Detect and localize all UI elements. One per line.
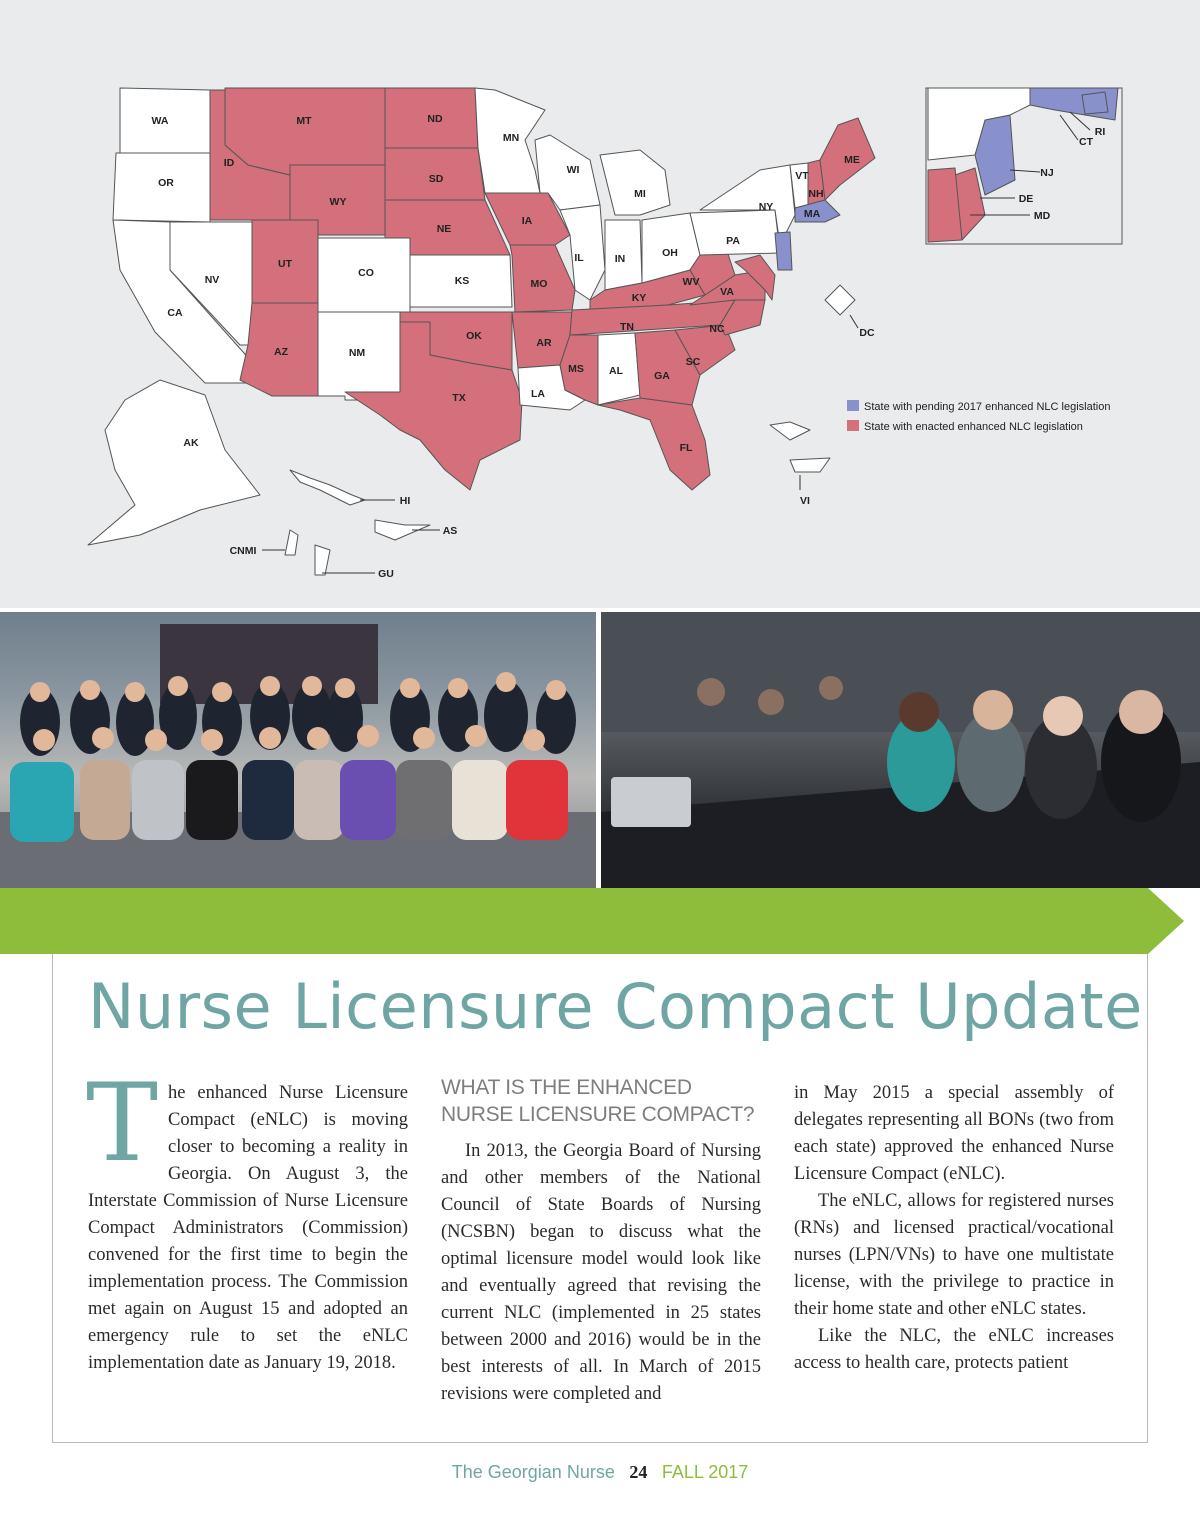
- state-fl: [598, 398, 710, 490]
- label-DC: DC: [859, 327, 875, 339]
- label-MD: MD: [1033, 210, 1051, 222]
- label-MO: MO: [530, 278, 548, 290]
- label-KS: KS: [454, 275, 470, 287]
- state-nj: [775, 232, 792, 270]
- label-OH: OH: [662, 247, 678, 259]
- label-OR: OR: [158, 177, 174, 189]
- label-NC: NC: [709, 323, 725, 335]
- label-VI: VI: [800, 495, 810, 507]
- issue-label: FALL 2017: [661, 1462, 749, 1482]
- article-column-1: [86, 1061, 408, 1377]
- paragraph-approval: in May 2015 a special assembly of delegates representing all BONs (two from each state) approved the enhanced Nurse Licensure Compact (eNLC).: [794, 1083, 1114, 1184]
- label-ND: ND: [427, 113, 443, 125]
- label-CNMI: CNMI: [229, 545, 257, 557]
- legend-pending-label: State with pending 2017 enhanced NLC legislation: [864, 401, 1111, 413]
- label-WY: WY: [329, 196, 347, 208]
- paragraph-multistate: The eNLC, allows for registered nurses (RNs) and licensed practical/vocational nurses (LPN/VNs) to have one multistate license, with the privilege to practice in their home state and other eNLC states.: [794, 1191, 1114, 1319]
- drop-cap: T: [86, 1061, 159, 1186]
- state-dc: [825, 285, 855, 315]
- conference-photo-illustration: [601, 612, 1200, 888]
- page-footer: [0, 1462, 1200, 1483]
- legend-pending-swatch: [847, 400, 859, 411]
- label-NV: NV: [204, 274, 220, 286]
- green-banner: [0, 888, 1200, 954]
- label-WA: WA: [151, 115, 169, 127]
- label-WV: WV: [682, 276, 700, 288]
- state-gu: [315, 545, 330, 575]
- intro-paragraph: he enhanced Nurse Licensure Compact (eNLC) is moving closer to becoming a reality in Georgia. On August 3, the Interstate Commission of Nurse Licensure Compact Administrators (Commission) convened for the first time to begin the implementation process. The Commission met again on August 15 and adopted an emergency rule to set the eNLC implementation date as January 19, 2018.: [88, 1083, 408, 1373]
- label-RI: RI: [1094, 126, 1106, 138]
- magazine-name: The Georgian Nurse: [451, 1462, 615, 1482]
- state-cnmi: [285, 530, 298, 555]
- label-MT: MT: [296, 115, 312, 127]
- label-AL: AL: [609, 365, 623, 377]
- label-OK: OK: [466, 330, 482, 342]
- state-mt: [225, 88, 385, 175]
- state-pa: [690, 210, 780, 255]
- article-title: Nurse Licensure Compact Update: [88, 970, 1143, 1043]
- label-UT: UT: [278, 258, 292, 270]
- label-NY: NY: [758, 201, 774, 213]
- paragraph-access: Like the NLC, the eNLC increases access to health care, protects patient: [794, 1326, 1114, 1373]
- label-IA: IA: [521, 215, 533, 227]
- map-legend: [847, 400, 1110, 433]
- group-photo-illustration: [0, 612, 596, 888]
- label-ID: ID: [223, 157, 235, 169]
- label-IL: IL: [574, 252, 584, 264]
- label-IN: IN: [614, 253, 626, 265]
- label-PA: PA: [726, 235, 740, 247]
- label-GU: GU: [378, 568, 394, 580]
- article-column-2: [441, 1076, 761, 1408]
- label-CT: CT: [1079, 136, 1093, 148]
- label-NM: NM: [348, 347, 366, 359]
- label-MA: MA: [803, 208, 821, 220]
- green-banner-shape: [0, 888, 1184, 954]
- state-ak: [88, 380, 260, 545]
- label-NJ: NJ: [1040, 167, 1054, 179]
- label-VT: VT: [795, 170, 809, 182]
- label-DE: DE: [1018, 193, 1034, 205]
- label-WI: WI: [566, 164, 580, 176]
- state-vi: [770, 422, 830, 472]
- label-MN: MN: [502, 132, 520, 144]
- state-hi: [290, 470, 365, 505]
- label-AS: AS: [442, 525, 458, 537]
- page-number: 24: [629, 1462, 648, 1482]
- label-SC: SC: [685, 356, 701, 368]
- label-CA: CA: [167, 307, 183, 319]
- nlc-map: [0, 0, 1200, 608]
- label-NE: NE: [436, 223, 452, 235]
- label-NH: NH: [808, 188, 824, 200]
- state-mi: [600, 150, 670, 215]
- section-subhead: WHAT IS THE ENHANCED NURSE LICENSURE COMPACT?: [441, 1076, 755, 1126]
- us-map-svg: [0, 0, 1200, 608]
- legend-enacted-swatch: [847, 420, 859, 431]
- label-GA: GA: [654, 370, 670, 382]
- label-KY: KY: [631, 292, 647, 304]
- label-SD: SD: [428, 173, 444, 185]
- label-AK: AK: [183, 437, 199, 449]
- conference-meeting-photo: [601, 612, 1200, 888]
- label-LA: LA: [531, 388, 545, 400]
- label-TX: TX: [452, 392, 466, 404]
- label-MS: MS: [568, 363, 584, 375]
- label-CO: CO: [358, 267, 374, 279]
- article-column-3: [794, 1080, 1114, 1377]
- state-ri: [1082, 92, 1108, 114]
- paragraph-history: In 2013, the Georgia Board of Nursing and other members of the National Council of State Boards of Nursing (NCSBN) began to discuss what the optimal licensure model would look like and eventually agreed that revising the current NLC (implemented in 25 states between 2000 and 2016) would be in the best interests of all. In March of 2015 revisions were completed and: [441, 1141, 761, 1404]
- label-FL: FL: [679, 442, 693, 454]
- label-VA: VA: [720, 286, 734, 298]
- label-ME: ME: [844, 154, 860, 166]
- label-AZ: AZ: [274, 346, 288, 358]
- label-MI: MI: [634, 188, 646, 200]
- label-TN: TN: [620, 321, 634, 333]
- label-AR: AR: [536, 337, 552, 349]
- legend-enacted-label: State with enacted enhanced NLC legislation: [864, 421, 1083, 433]
- group-photo: [0, 612, 596, 888]
- label-HI: HI: [399, 495, 411, 507]
